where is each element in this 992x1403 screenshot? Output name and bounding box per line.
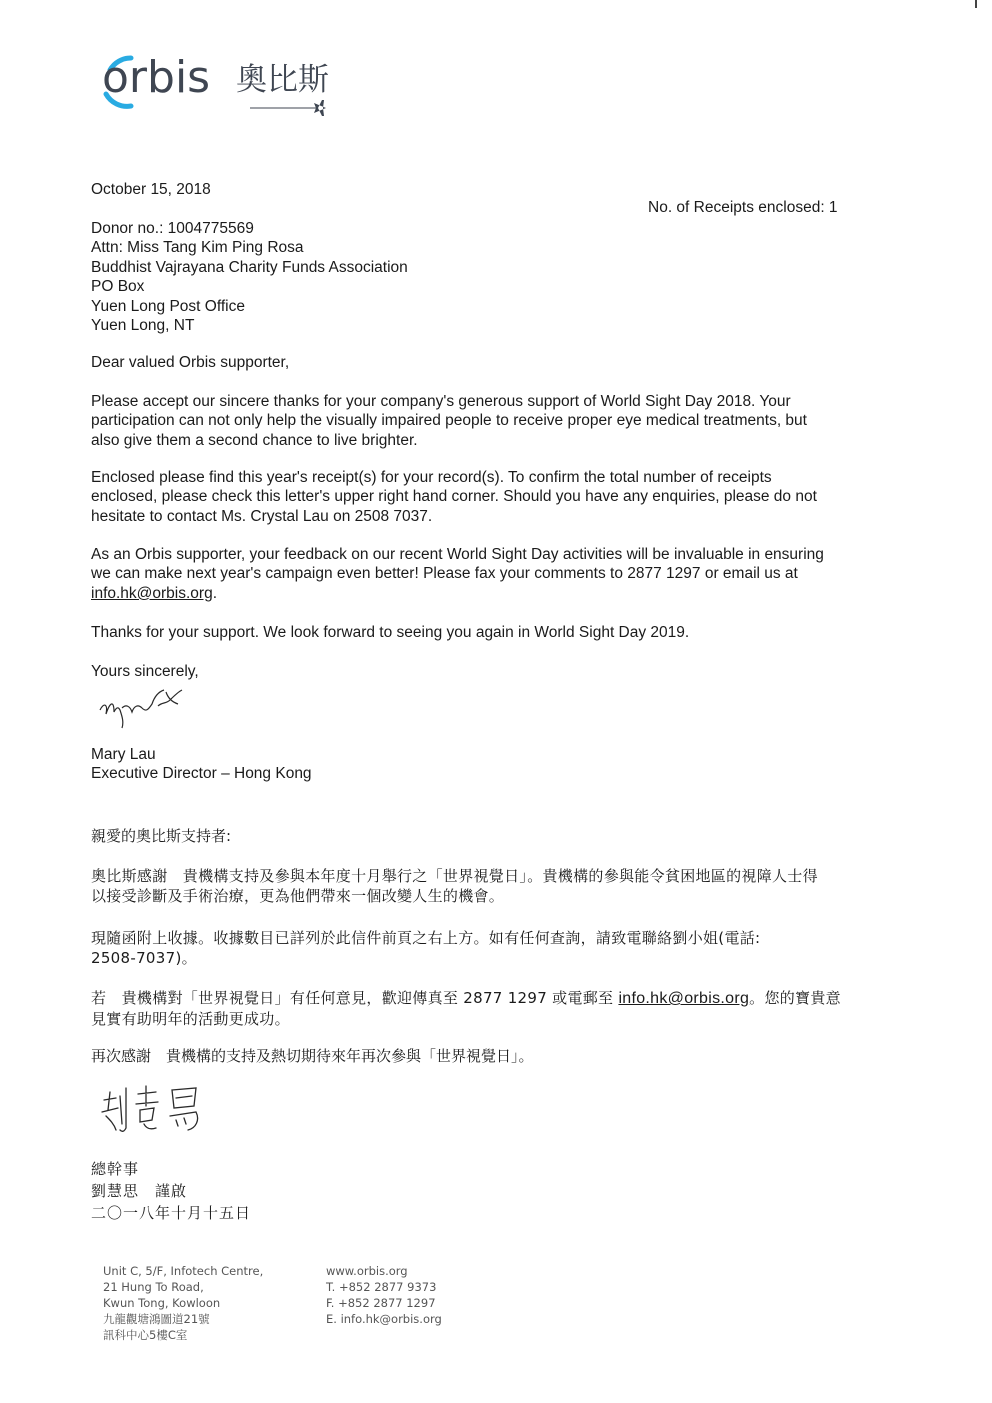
signature-stroke: [102, 1086, 198, 1131]
footer-address: [103, 1263, 263, 1343]
paragraph-receipts: [91, 468, 884, 526]
zh-feedback-text-end: 。您的寶貴意: [749, 989, 841, 1007]
paragraph-line: enclosed, please check this letter's upper right hand corner. Should you have any enquiries, please do not: [91, 488, 817, 506]
signature-stroke: [100, 690, 182, 728]
footer-phone: T. +852 2877 9373: [326, 1280, 437, 1294]
zh-paragraph-line: [91, 988, 886, 1009]
address-line: Yuen Long Post Office: [91, 297, 245, 315]
paragraph-end: .: [212, 584, 218, 602]
zh-signer-block: [91, 1158, 251, 1224]
zh-email-link[interactable]: info.hk@orbis.org: [618, 990, 750, 1007]
signer-title: Executive Director – Hong Kong: [91, 765, 312, 783]
signer-name: Mary Lau: [91, 746, 156, 763]
zh-paragraph-line: 見實有助明年的活動更成功。: [91, 1010, 290, 1028]
footer-address-line: Kwun Tong, Kowloon: [103, 1296, 221, 1310]
letter-date: October 15, 2018: [91, 181, 211, 198]
address-line: Donor no.: 1004775569: [91, 220, 254, 237]
logo-chinese: 奧比斯: [236, 62, 329, 98]
signature-chinese: [96, 1080, 206, 1135]
footer-email[interactable]: E. info.hk@orbis.org: [326, 1312, 442, 1326]
footer-address-line: 訊科中心5樓C室: [103, 1328, 188, 1342]
salutation: Dear valued Orbis supporter,: [91, 354, 290, 371]
footer-website[interactable]: www.orbis.org: [326, 1264, 408, 1278]
recipient-address: [91, 219, 408, 335]
paragraph-line: we can make next year's campaign even better! Please fax your comments to 2877 1297 or email us at: [91, 565, 798, 583]
zh-feedback-text: 若 貴機構對「世界視覺日」有任何意見，歡迎傳真至 2877 1297 或電郵至: [91, 989, 619, 1007]
zh-paragraph-line: 2508-7037)。: [91, 949, 197, 967]
signature-mary-lau: [96, 682, 186, 730]
zh-paragraph-line: 奧比斯感謝 貴機構支持及參與本年度十月舉行之「世界視覺日」。貴機構的參與能令貧困地區的視障人士得: [91, 867, 818, 885]
signer-block: [91, 745, 312, 784]
zh-signer-title: 總幹事: [91, 1160, 140, 1178]
paragraph-line: also give them a second chance to live brighter.: [91, 431, 418, 449]
orbis-logo-graphic: [100, 50, 340, 125]
receipts-count: No. of Receipts enclosed: 1: [648, 199, 838, 216]
logo-wordmark: orbis: [102, 52, 211, 103]
paragraph-line: [91, 584, 884, 603]
zh-signer-name: 劉慧思 謹啟: [91, 1182, 188, 1200]
zh-letter-date: 二〇一八年十月十五日: [91, 1204, 252, 1222]
footer-address-line: 21 Hung To Road,: [103, 1280, 204, 1294]
zh-paragraph-thanks: [91, 866, 886, 906]
orbis-logo: [100, 50, 340, 125]
paragraph-closing-thanks: Thanks for your support. We look forward to seeing you again in World Sight Day 2019.: [91, 624, 690, 641]
email-link[interactable]: info.hk@orbis.org: [91, 584, 213, 602]
address-line: Attn: Miss Tang Kim Ping Rosa: [91, 239, 304, 257]
zh-paragraph-closing: 再次感謝 貴機構的支持及熱切期待來年再次參與「世界視覺日」。: [91, 1047, 534, 1065]
closing: Yours sincerely,: [91, 663, 199, 680]
scan-edge-mark: [975, 0, 977, 8]
footer-address-line: 九龍觀塘鴻圖道21號: [103, 1312, 210, 1326]
zh-paragraph-feedback: [91, 988, 886, 1029]
footer-address-line: Unit C, 5/F, Infotech Centre,: [103, 1264, 264, 1278]
address-line: Yuen Long, NT: [91, 317, 195, 335]
paragraph-line: Please accept our sincere thanks for your company's generous support of World Sight Day 2018. Your: [91, 393, 791, 410]
paragraph-line: Enclosed please find this year's receipt(s) for your record(s). To confirm the total number of receipts: [91, 469, 772, 486]
zh-salutation: 親愛的奧比斯支持者:: [91, 827, 232, 845]
zh-paragraph-line: 現隨函附上收據。收據數目已詳列於此信件前頁之右上方。如有任何查詢，請致電聯絡劉小姐(電話:: [91, 929, 761, 947]
paragraph-line: As an Orbis supporter, your feedback on our recent World Sight Day activities will be invaluable in ensuring: [91, 546, 824, 563]
paragraph-thanks: [91, 392, 884, 450]
paragraph-line: hesitate to contact Ms. Crystal Lau on 2508 7037.: [91, 507, 433, 525]
address-line: Buddhist Vajrayana Charity Funds Association: [91, 258, 408, 276]
zh-paragraph-receipts: [91, 928, 886, 968]
paragraph-line: participation can not only help the visually impaired people to receive proper eye medical treatments, but: [91, 412, 807, 430]
zh-paragraph-line: 以接受診斷及手術治療，更為他們帶來一個改變人生的機會。: [91, 887, 505, 905]
footer-fax: F. +852 2877 1297: [326, 1296, 436, 1310]
address-line: PO Box: [91, 278, 145, 296]
footer-contact: [326, 1263, 442, 1327]
paragraph-feedback: [91, 545, 884, 603]
